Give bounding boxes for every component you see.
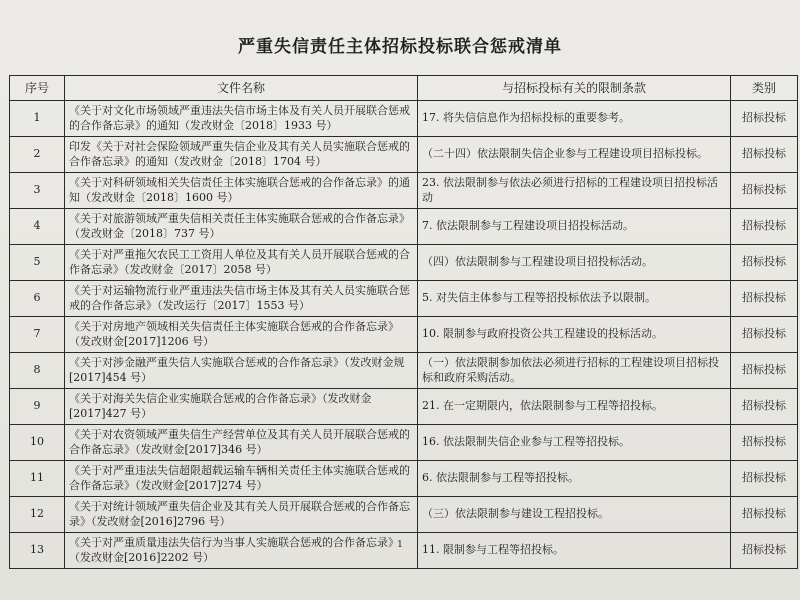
category-cell: 招标投标 (731, 317, 798, 353)
page-number: 1 (397, 540, 403, 550)
table-row (10, 173, 798, 209)
row-number: 13 (10, 533, 65, 569)
restriction-clause-cell: 21. 在一定期限内，依法限制参与工程等招投标。 (418, 389, 731, 425)
document-name-cell: 《关于对统计领域严重失信企业及其有关人员开展联合惩戒的合作备忘录》（发改财金[2016]2796 号） (65, 497, 418, 533)
document-name-cell: 《关于对文化市场领域严重违法失信市场主体及有关人员开展联合惩戒的合作备忘录》的通知（发改财金〔2018〕1933 号） (65, 101, 418, 137)
restriction-clause-cell: 11. 限制参与工程等招投标。 (418, 533, 731, 569)
document-name-cell: 《关于对旅游领域严重失信相关责任主体实施联合惩戒的合作备忘录》（发改财金〔2018〕737 号） (65, 209, 418, 245)
penalty-list-table (9, 75, 798, 569)
restriction-clause-cell: （三）依法限制参与建设工程招投标。 (418, 497, 731, 533)
page-title: 严重失信责任主体招标投标联合惩戒清单 (238, 37, 562, 57)
restriction-clause-cell: 23. 依法限制参与依法必须进行招标的工程建设项目招投标活动 (418, 173, 731, 209)
restriction-clause-cell: 16. 依法限制失信企业参与工程等招投标。 (418, 425, 731, 461)
header-category: 类别 (731, 76, 798, 101)
document-name-cell: 《关于对严重违法失信超限超载运输车辆相关责任主体实施联合惩戒的合作备忘录》（发改财金[2017]274 号） (65, 461, 418, 497)
table-row (10, 533, 798, 569)
row-number: 4 (10, 209, 65, 245)
row-number: 10 (10, 425, 65, 461)
row-number: 2 (10, 137, 65, 173)
header-document-name: 文件名称 (65, 76, 418, 101)
category-cell: 招标投标 (731, 533, 798, 569)
document-name-cell: 《关于对严重质量违法失信行为当事人实施联合惩戒的合作备忘录》（发改财金[2016]2202 号） (65, 533, 418, 569)
restriction-clause-cell: 10. 限制参与政府投资公共工程建设的投标活动。 (418, 317, 731, 353)
category-cell: 招标投标 (731, 425, 798, 461)
restriction-clause-cell: 5. 对失信主体参与工程等招投标依法予以限制。 (418, 281, 731, 317)
restriction-clause-cell: 6. 依法限制参与工程等招投标。 (418, 461, 731, 497)
category-cell: 招标投标 (731, 209, 798, 245)
table-row (10, 461, 798, 497)
document-name-cell: 印发《关于对社会保险领域严重失信企业及其有关人员实施联合惩戒的合作备忘录》的通知（发改财金〔2018〕1704 号） (65, 137, 418, 173)
table-row (10, 209, 798, 245)
table-row (10, 497, 798, 533)
restriction-clause-cell: 7. 依法限制参与工程建设项目招投标活动。 (418, 209, 731, 245)
document-name-cell: 《关于对涉金融严重失信人实施联合惩戒的合作备忘录》（发改财金规[2017]454 号） (65, 353, 418, 389)
category-cell: 招标投标 (731, 281, 798, 317)
row-number: 12 (10, 497, 65, 533)
restriction-clause-cell: （二十四）依法限制失信企业参与工程建设项目招标投标。 (418, 137, 731, 173)
table-row (10, 101, 798, 137)
table-row (10, 281, 798, 317)
table-row (10, 137, 798, 173)
restriction-clause-cell: （四）依法限制参与工程建设项目招投标活动。 (418, 245, 731, 281)
document-name-cell: 《关于对科研领域相关失信责任主体实施联合惩戒的合作备忘录》的通知（发改财金〔2018〕1600 号） (65, 173, 418, 209)
table-row (10, 425, 798, 461)
header-no: 序号 (10, 76, 65, 101)
category-cell: 招标投标 (731, 389, 798, 425)
document-name-cell: 《关于对农资领域严重失信生产经营单位及其有关人员开展联合惩戒的合作备忘录》（发改财金[2017]346 号） (65, 425, 418, 461)
document-name-cell: 《关于对海关失信企业实施联合惩戒的合作备忘录》（发改财金[2017]427 号） (65, 389, 418, 425)
row-number: 5 (10, 245, 65, 281)
row-number: 3 (10, 173, 65, 209)
category-cell: 招标投标 (731, 245, 798, 281)
row-number: 9 (10, 389, 65, 425)
row-number: 7 (10, 317, 65, 353)
category-cell: 招标投标 (731, 497, 798, 533)
header-restriction-clause: 与招标投标有关的限制条款 (418, 76, 731, 101)
document-name-cell: 《关于对运输物流行业严重违法失信市场主体及其有关人员实施联合惩戒的合作备忘录》（发改运行〔2017〕1553 号） (65, 281, 418, 317)
table-row (10, 353, 798, 389)
restriction-clause-cell: 17. 将失信信息作为招标投标的重要参考。 (418, 101, 731, 137)
table-header-row (10, 76, 798, 101)
table-row (10, 245, 798, 281)
row-number: 6 (10, 281, 65, 317)
document-name-cell: 《关于对严重拖欠农民工工资用人单位及其有关人员开展联合惩戒的合作备忘录》（发改财金〔2017〕2058 号） (65, 245, 418, 281)
row-number: 11 (10, 461, 65, 497)
category-cell: 招标投标 (731, 137, 798, 173)
table-body (10, 101, 798, 569)
table-row (10, 389, 798, 425)
table-row (10, 317, 798, 353)
document-name-cell: 《关于对房地产领域相关失信责任主体实施联合惩戒的合作备忘录》（发改财金[2017]1206 号） (65, 317, 418, 353)
category-cell: 招标投标 (731, 461, 798, 497)
row-number: 8 (10, 353, 65, 389)
category-cell: 招标投标 (731, 173, 798, 209)
category-cell: 招标投标 (731, 101, 798, 137)
row-number: 1 (10, 101, 65, 137)
restriction-clause-cell: （一）依法限制参加依法必须进行招标的工程建设项目招标投标和政府采购活动。 (418, 353, 731, 389)
category-cell: 招标投标 (731, 353, 798, 389)
